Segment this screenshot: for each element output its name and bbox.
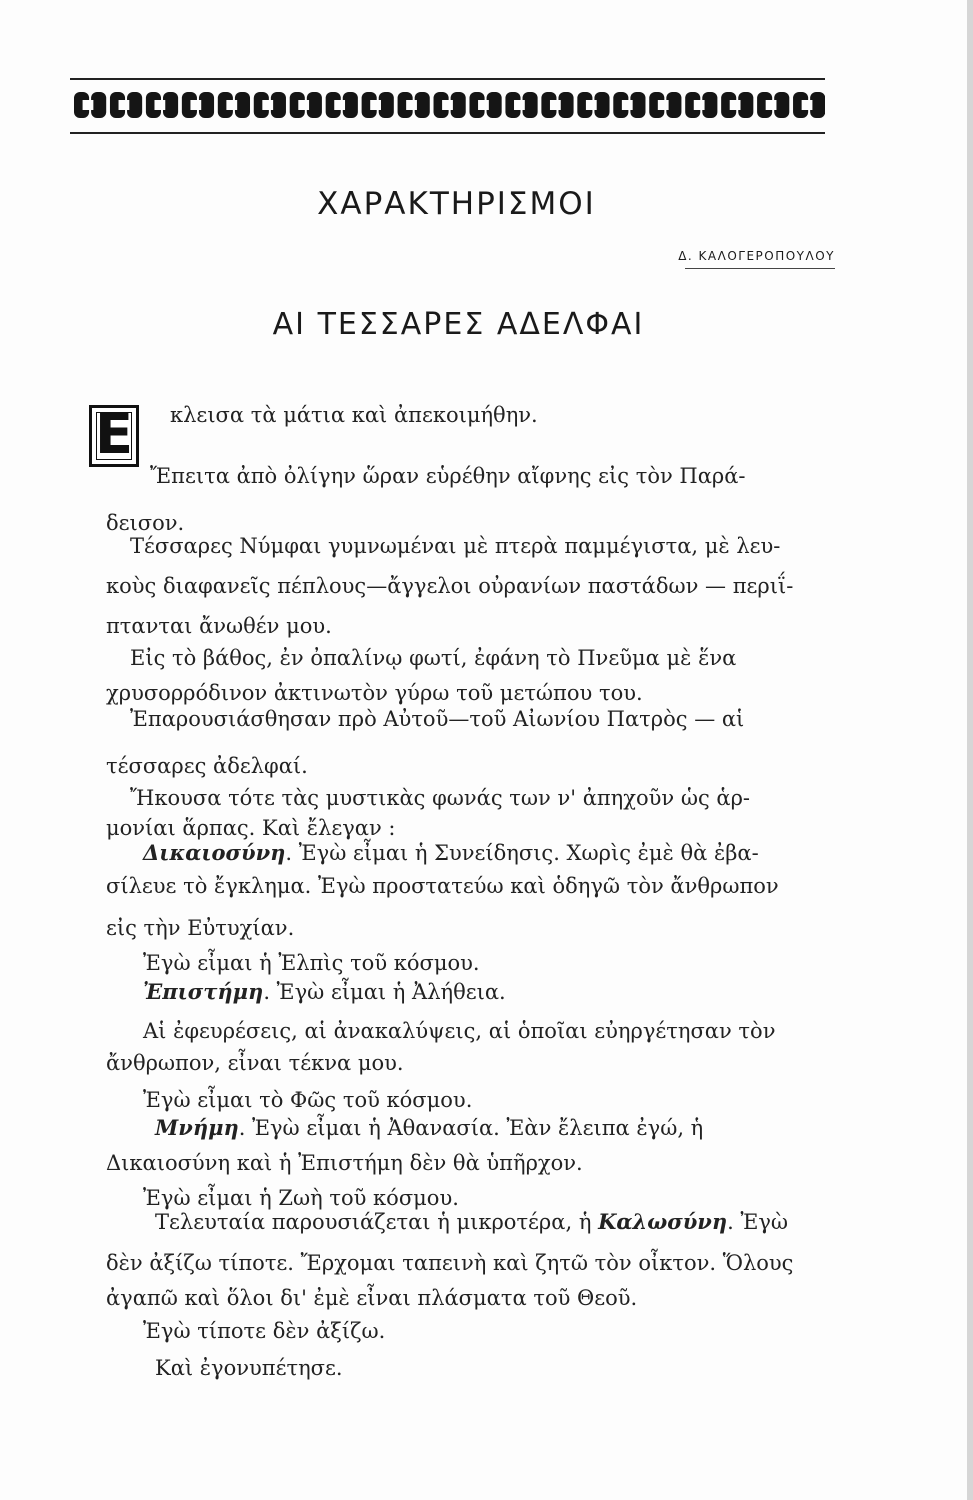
text-line [130, 533, 780, 559]
text-line [155, 1209, 788, 1235]
text-run: Ἤκουσα τότε τὰς μυστικὰς φωνάς των ν' ἀπηχοῦν ὡς ἁρ- [130, 786, 751, 810]
ornament-motif [182, 92, 214, 118]
text-line [130, 785, 750, 811]
text-line [106, 915, 294, 941]
text-line [143, 979, 506, 1005]
ornament-rule-bottom [70, 132, 825, 134]
ornament-band [70, 86, 825, 124]
text-line [143, 950, 480, 976]
author-name: Δ. ΚΑΛΟΓΕΡΟΠΟΥΛΟΥ [678, 249, 835, 263]
drop-capital: Ε [89, 405, 139, 467]
text-run: . Ἐγὼ εἶμαι ἡ Ἀθανασία. Ἐὰν ἔλειπα ἐγώ, ἡ [238, 1116, 704, 1140]
text-run: κοὺς διαφανεῖς πέπλους—ἄγγελοι οὐρανίων παστάδων — περιΐ- [106, 574, 794, 598]
speaker-name: Καλωσύνη [598, 1209, 728, 1234]
text-line [155, 1115, 703, 1141]
text-line [106, 1285, 637, 1311]
ornament-motif [577, 92, 609, 118]
text-line [106, 1150, 583, 1176]
ornament-motif [254, 92, 286, 118]
author-underline [685, 268, 835, 269]
speaker-name: Ἐπιστήμη [143, 979, 264, 1004]
text-run: πτανται ἄνωθέν μου. [106, 614, 332, 638]
ornament-motif [469, 92, 501, 118]
ornament-motif [685, 92, 717, 118]
text-run: ἀγαπῶ καὶ ὅλοι δι' ἐμὲ εἶναι πλάσματα τοῦ Θεοῦ. [106, 1286, 638, 1310]
ornament-motif [721, 92, 753, 118]
text-run: Ἐγὼ τίποτε δὲν ἀξίζω. [143, 1319, 386, 1343]
text-line [106, 815, 396, 841]
text-run: . Ἐγὼ εἶμαι ἡ Συνείδησις. Χωρὶς ἐμὲ θὰ ἐβα- [285, 841, 759, 865]
text-run: Δικαιοσύνη καὶ ἡ Ἐπιστήμη δὲν θὰ ὑπῆρχον. [106, 1151, 583, 1175]
ornament-motif [613, 92, 645, 118]
text-run: τέσσαρες ἀδελφαί. [106, 754, 308, 778]
ornament-motif [757, 92, 789, 118]
text-run: μονίαι ἅρπας. Καὶ ἔλεγαν : [106, 816, 396, 840]
text-run: σίλευε τὸ ἔγκλημα. Ἐγὼ προστατεύω καὶ ὁδηγῶ τὸν ἄνθρωπον [106, 874, 779, 898]
text-line [130, 706, 744, 732]
text-run: Ἐγὼ εἶμαι ἡ Ἐλπὶς τοῦ κόσμου. [143, 951, 480, 975]
text-line [150, 463, 746, 489]
drop-capital-frame [96, 412, 132, 460]
ornament-motif [110, 92, 142, 118]
text-line [143, 1087, 472, 1113]
page-edge [967, 0, 973, 1500]
text-line [106, 680, 643, 706]
text-run: . Ἐγὼ [727, 1210, 789, 1234]
text-run: . Ἐγὼ εἶμαι ἡ Ἀλήθεια. [263, 980, 506, 1004]
text-run: Ἔπειτα ἀπὸ ὀλίγην ὥραν εὑρέθην αἴφνης εἰς τὸν Παρά- [150, 464, 746, 488]
text-run: Αἱ ἐφευρέσεις, αἱ ἀνακαλύψεις, αἱ ὁποῖαι εὐηργέτησαν τὸν [143, 1019, 776, 1043]
ornament-motif [793, 92, 825, 118]
text-line [106, 873, 779, 899]
text-line [106, 613, 332, 639]
text-run: Τελευταία παρουσιάζεται ἡ μικροτέρα, ἡ [155, 1210, 599, 1234]
text-run: δεισον. [106, 511, 185, 535]
text-run: κλεισα τὰ μάτια καὶ ἀπεκοιμήθην. [170, 403, 538, 427]
text-run: Εἰς τὸ βάθος, ἐν ὀπαλίνῳ φωτί, ἐφάνη τὸ Πνεῦμα μὲ ἕνα [130, 646, 737, 670]
ornament-motif [218, 92, 250, 118]
ornament-rule-top [70, 78, 825, 80]
ornament-motif [74, 92, 106, 118]
text-line [170, 402, 538, 428]
text-run: δὲν ἀξίζω τίποτε. Ἔρχομαι ταπεινὴ καὶ ζητῶ τὸν οἶκτον. Ὅλους [106, 1251, 794, 1275]
text-line [143, 1185, 459, 1211]
ornament-motif [505, 92, 537, 118]
text-line [155, 1355, 343, 1381]
text-run: ἄνθρωπον, εἶναι τέκνα μου. [106, 1051, 404, 1075]
text-run: χρυσορρόδινον ἀκτινωτὸν γύρω τοῦ μετώπου του. [106, 681, 643, 705]
text-line [106, 753, 308, 779]
speaker-name: Μνήμη [155, 1115, 239, 1140]
text-line [106, 1250, 793, 1276]
ornament-motif [398, 92, 430, 118]
text-line [143, 840, 759, 866]
text-run: Καὶ ἐγονυπέτησε. [155, 1356, 343, 1380]
text-line [130, 645, 736, 671]
text-run: Τέσσαρες Νύμφαι γυμνωμέναι μὲ πτερὰ παμμέγιστα, μὲ λευ- [130, 534, 781, 558]
text-run: Ἐγὼ εἶμαι ἡ Ζωὴ τοῦ κόσμου. [143, 1186, 459, 1210]
ornament-motif [146, 92, 178, 118]
text-line [106, 1050, 404, 1076]
text-line [143, 1018, 775, 1044]
text-line [106, 573, 793, 599]
text-run: Ἐπαρουσιάσθησαν πρὸ Αὐτοῦ—τοῦ Αἰωνίου Πατρὸς — αἱ [130, 707, 745, 731]
text-run: Ἐγὼ εἶμαι τὸ Φῶς τοῦ κόσμου. [143, 1088, 473, 1112]
text-line [143, 1318, 385, 1344]
story-title: ΑΙ ΤΕΣΣΑΡΕΣ ΑΔΕΛΦΑΙ [272, 307, 645, 342]
ornament-motif [541, 92, 573, 118]
section-title: ΧΑΡΑΚΤΗΡΙΣΜΟΙ [317, 186, 596, 222]
ornament-motif [326, 92, 358, 118]
ornament-motif [649, 92, 681, 118]
ornament-motif [434, 92, 466, 118]
speaker-name: Δικαιοσύνη [143, 840, 286, 865]
ornament-motif [362, 92, 394, 118]
text-run: εἰς τὴν Εὐτυχίαν. [106, 916, 295, 940]
ornament-motif [290, 92, 322, 118]
